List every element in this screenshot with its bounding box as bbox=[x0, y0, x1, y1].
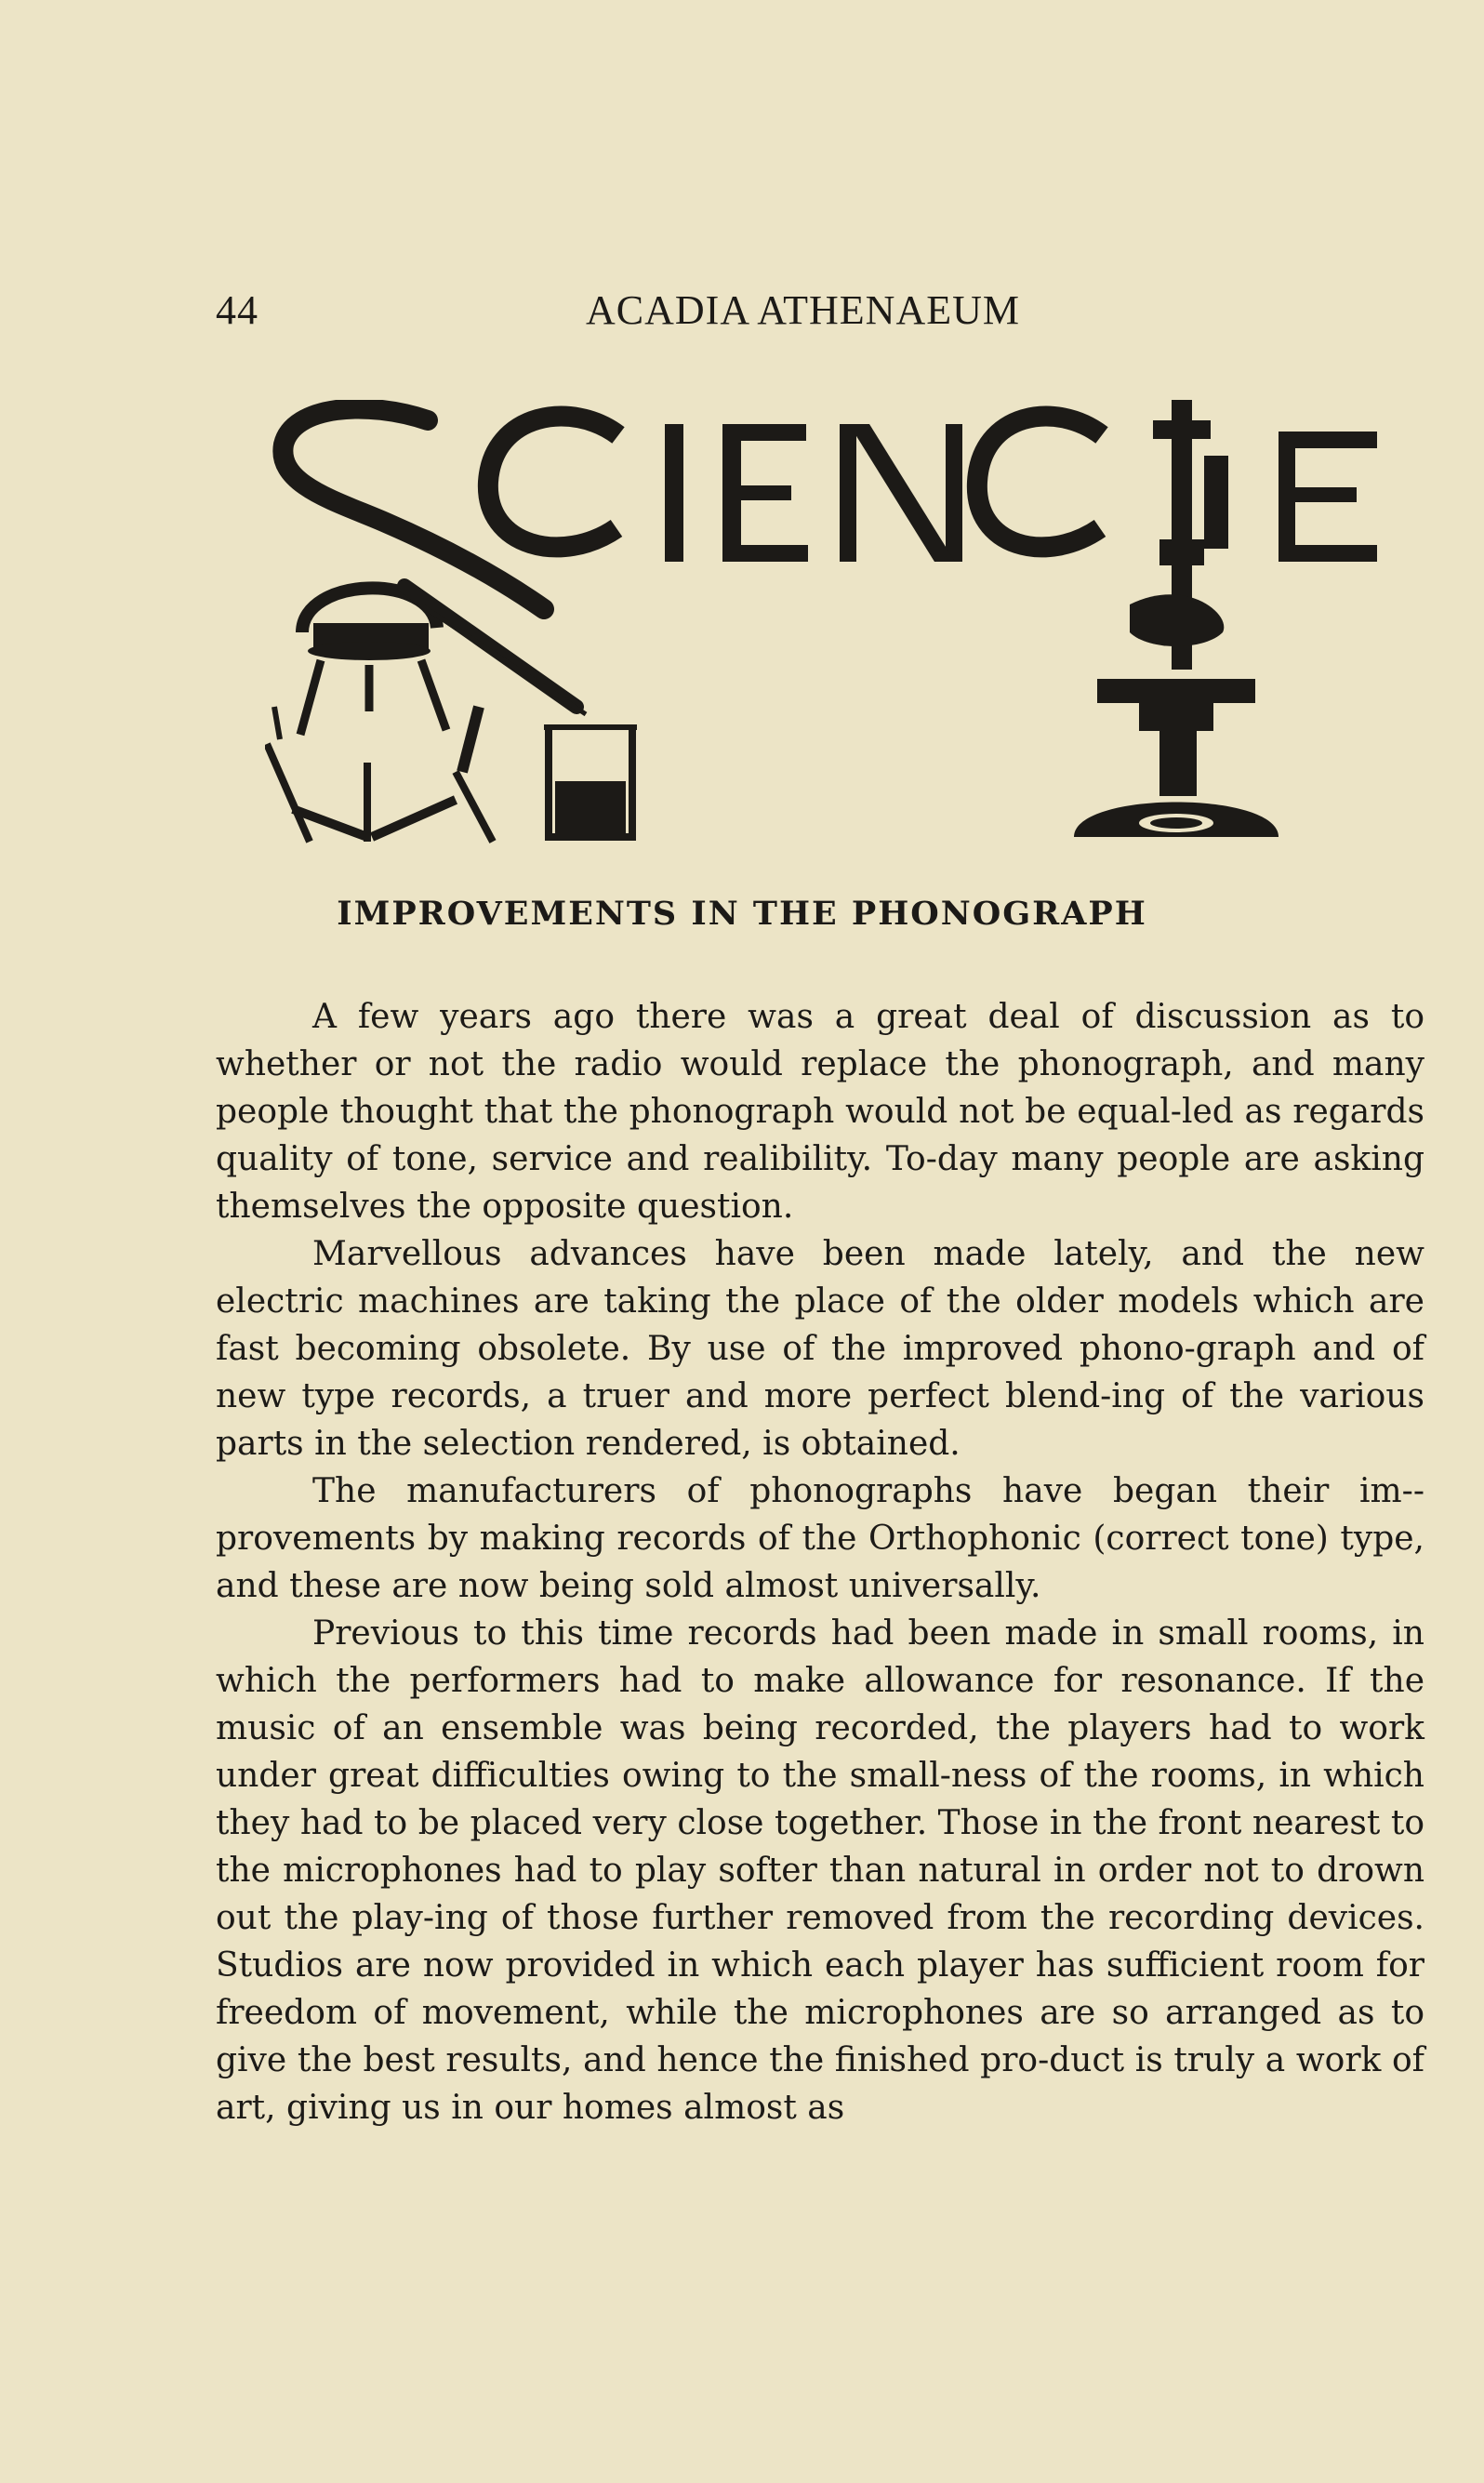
paragraph-2: Marvellous advances have been made lately, and the new electric machines are taking the place of the older models which are fast becoming obsolete. By use of the improved phono-graph and of new type records, a truer and more perfect blend-ing of the various parts in the selection rendered, is obtained. bbox=[216, 1235, 1424, 1463]
paragraph-1: A few years ago there was a great deal of discussion as to whether or not the radio would replace the phonograph, and many people thought that the phonograph would not be equal-led as regards quality of tone, service and realibility. To-day many people are asking themselves the opposite question. bbox=[216, 998, 1424, 1226]
science-banner bbox=[265, 400, 1409, 865]
retort-flask-icon bbox=[267, 586, 586, 842]
running-head: ACADIA ATHENAEUM bbox=[586, 287, 1020, 333]
page-header bbox=[216, 286, 1415, 342]
article-body bbox=[216, 993, 1424, 2131]
beaker-icon bbox=[544, 727, 637, 837]
microscope-icon bbox=[1074, 400, 1279, 837]
paragraph-3: The manufacturers of phonographs have began their im--provements by making records of the Orthophonic (correct tone) type, and these are now being sold almost universally. bbox=[216, 1472, 1424, 1605]
article-title: IMPROVEMENTS IN THE PHONOGRAPH bbox=[337, 895, 1147, 933]
page-number: 44 bbox=[216, 287, 258, 333]
paragraph-4: Previous to this time records had been made in small rooms, in which the performers had to make allowance for resonance. If the music of an ensemble was being recorded, the players had to work under great difficulties owing to the small-ness of the rooms, in which they had to be placed very close together. Those in the front nearest to the microphones had to play softer than natural in order not to drown out the play-ing of those further removed from the recording devices. Studios are now provided in which each player has sufficient room for freedom of movement, while the microphones are so arranged as to give the best results, and hence the finished pro-duct is truly a work of art, giving us in our homes almost as bbox=[216, 1614, 1424, 2127]
